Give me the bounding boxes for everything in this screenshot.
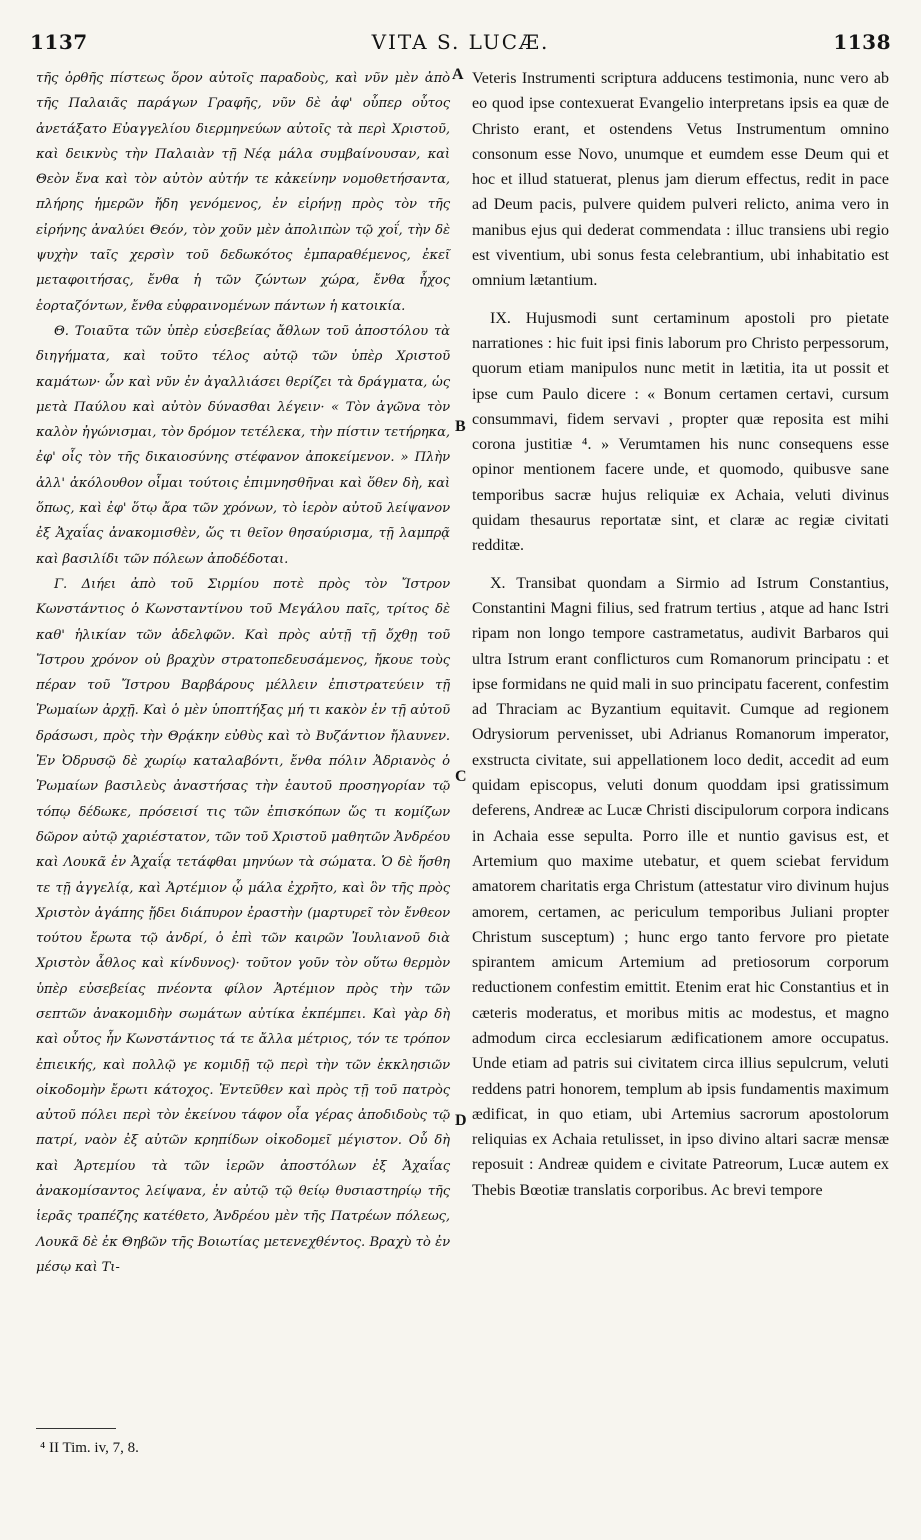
latin-paragraph-2: IX. Hujusmodi sunt certaminum apostoli pro pietate narrationes : hic fuit ipsi finis laborum pro Christo perpessorum, quorum etiam manipulos nunc metit in lætitia, ita ut possit et ipse cum Paulo dicere : « Bonum certamen certavi, cursum consummavi, fidem servavi , propter quæ reposita est mihi corona justitiæ ⁴. » Verumtamen his nunc consequens esse opinor mentionem facere unde, et quomodo, quibusve sane temporibus sacræ hujus reliquiæ ex Achaia, veluti divinus quidam thesaurus reportatæ sint, et claræ ac regiæ civitati redditæ. <box>472 309 889 555</box>
footnote: ⁴ II Tim. iv, 7, 8. <box>40 1440 139 1456</box>
page-number-left: 1137 <box>30 30 88 54</box>
running-title: VITA S. LUCÆ. <box>371 30 550 54</box>
footnote-rule <box>36 1428 116 1429</box>
page-number-right: 1138 <box>833 30 891 54</box>
latin-paragraph-3: X. Transibat quondam a Sirmio ad Istrum Constantius, Constantini Magni filius, sed fratrum tertius , atque ad hanc Istri ripam non longo tempore castrametatus, audivit Barbaros qui ultra Istrum erant conflicturos cum Romanorum principatu : et ipse formidans ne quid mali in suo principatu facerent, confestim ad Thraciam ac Byzantium equitavit. Cumque ad regionem Odrysiorum pervenisset, ubi Adrianus Romanorum imperator, exstructa civitate, sui appellationem loco dedit, accedit ad eum quidam episcopus, veluti donum quoddam ipsi gratissimum deferens, Andreæ ac Lucæ Christi discipulorum corpora indicans in Achaia esse sepulta. Porro ille et nuntio gavisus est, et Artemium quo maxime utebatur, et quem sciebat fervidum amatorem charitatis erga Christum (attestatur viro divinum hujus amorem, certamen, ac periculum temporibus Juliani propter Christum susceptum) ; hunc ergo tanto fervore pro pietate spirantem amicum Artemium ad pretiosorum corporum reductionem confestim emittit. Etenim erat hic Constantius et in cæteris moderatus, et moribus mitis ac modestus, et magno admodum circa ecclesiarum ædificationem amore occupatus. Unde etiam ad patris sui civitatem circa illius sepulcrum, veluti reddens patri honorem, templum ab ipsis fundamentis maximum ædificat, in quo etiam, ubi Artemius sacrorum apostolorum reliquias ex Achaia retulisset, in ipso divino altari sacræ mensæ reposuit : Andreæ quidem e civitate Patreorum, Lucæ autem ex Thebis Bœotiæ translatis corporibus. Ac brevi tempore <box>472 574 889 1199</box>
greek-paragraph-2: Θ. Τοιαῦτα τῶν ὑπὲρ εὐσεβείας ἄθλων τοῦ ἀποστόλου τὰ διηγήματα, καὶ τοῦτο τέλος αὐτῷ τῶν ὑπὲρ Χριστοῦ καμάτων· ὧν καὶ νῦν ἐν ἀγαλλιάσει θερίζει τὰ δράγματα, ὡς μετὰ Παύλου καὶ αὐτὸν δύνασθαι λέγειν· « Τὸν ἀγῶνα τὸν καλὸν ἠγώνισμαι, τὸν δρόμον τετέλεκα, τὴν πίστιν τετήρηκα, ἐφ' οἷς τὸν τῆς δικαιοσύνης στέφανον ἀποκείμενον. » Πλὴν ἀλλ' ἀκόλουθον οἶμαι τούτοις ἐπιμνησθῆναι καὶ ὅθεν δὴ, καὶ ὅπως, καὶ ἐφ' ὅτῳ ἄρα τῶν χρόνων, τὸ ἱερὸν αὐτοῦ λείψανον ἐξ Ἀχαΐας ἀνακομισθὲν, ὥς τι θεῖον θησαύρισμα, τῇ λαμπρᾷ καὶ βασιλίδι τῶν πόλεων ἀποδέδοται. <box>36 323 450 567</box>
latin-paragraph-1: Veteris Instrumenti scriptura adducens testimonia, nunc vero ab eo quod ipse contexuerat Evangelio interpretans ipsis ea quæ de Christo erant, et ostendens Vetus Instrumentum omnino consonum esse Novo, unumque et eumdem esse Deum qui et hoc et illud statuerat, plenus jam dierum effectus, redit in pace ad Deum pacis, pulvere quidem pulveri relicto, anima vero in manibus ejus qui dederat commendata : illuc transiens ubi regio est viventium, ubi sonus festa celebrantium, ubi inhabitatio est omnium lætantium. <box>472 70 889 290</box>
greek-paragraph-1: τῆς ὀρθῆς πίστεως ὅρον αὐτοῖς παραδοὺς, καὶ νῦν μὲν ἀπὸ τῆς Παλαιᾶς παράγων Γραφῆς, νῦν δὲ ἀφ' οὗπερ οὗτος ἀνετάξατο Εὐαγγελίου διερμηνεύων αὐτοῖς τὰ περὶ Χριστοῦ, καὶ δεικνὺς τὴν Παλαιὰν τῇ Νέᾳ μάλα συμβαίνουσαν, καὶ Θεὸν ἕνα καὶ τὸν αὐτὸν αὐτήν τε κἀκείνην νομοθετήσαντα, πλήρης ἡμερῶν ἤδη γενόμενος, ἐν εἰρήνῃ πρὸς τὸν τῆς εἰρήνης ἀναλύει Θεόν, τὸν χοῦν μὲν ἀπολιπὼν τῷ χοΐ, τὴν δὲ ψυχὴν ταῖς χερσὶν τοῦ δεδωκότος ἐμπαραθέμενος, ἐκεῖ μεταφοιτήσας, ἔνθα ἡ τῶν ζώντων χώρα, ἔνθα ἦχος ἑορταζόντων, ἔνθα εὐφραινομένων πάντων ἡ κατοικία. <box>36 71 450 314</box>
greek-column <box>36 66 450 1280</box>
margin-letter-c: C <box>455 768 467 785</box>
greek-paragraph-3: Γ. Διήει ἀπὸ τοῦ Σιρμίου ποτὲ πρὸς τὸν Ἴστρον Κωνστάντιος ὁ Κωνσταντίνου τοῦ Μεγάλου παῖς, τρίτος δὲ καθ' ἡλικίαν τῶν ἀδελφῶν. Καὶ πρὸς αὐτῇ τῇ ὄχθῃ τοῦ Ἴστρου χρόνον οὐ βραχὺν στρατοπεδευσάμενος, ἤκουε τοὺς πέραν τοῦ Ἴστρου Βαρβάρους μέλλειν ἐπιστρατεύειν τῇ Ῥωμαίων ἀρχῇ. Καὶ ὁ μὲν ὑποπτήξας μή τι κακὸν ἐν τῇ αὐτοῦ δράσωσι, πρὸς τὴν Θρᾴκην εὐθὺς καὶ τὸ Βυζάντιον ἤλαυνεν. Ἐν Ὀδρυσῷ δὲ χωρίῳ καταλαβόντι, ἔνθα πόλιν Ἀδριανὸς ὁ Ῥωμαίων βασιλεὺς ἀναστήσας τὴν ἑαυτοῦ προσηγορίαν τῷ τόπῳ δέδωκε, πρόσεισί τις τῶν ἐπισκόπων ὥς τι κομίζων δῶρον αὐτῷ χαριέστατον, τῶν τοῦ Χριστοῦ μαθητῶν Ἀνδρέου καὶ Λουκᾶ ἐν Ἀχαΐᾳ τετάφθαι μηνύων τὰ σώματα. Ὁ δὲ ἥσθη τε τῇ ἀγγελίᾳ, καὶ Ἀρτέμιον ᾧ μάλα ἐχρῆτο, καὶ ὃν τῆς πρὸς Χριστὸν ἀγάπης ᾔδει διάπυρον ἐραστὴν (μαρτυρεῖ τὸν ἔνθεον τούτου ἔρωτα τῷ ἀνδρί, ὁ ἐπὶ τῶν καιρῶν Ἰουλιανοῦ διὰ Χριστὸν ἆθλος καὶ κίνδυνος)· τοῦτον γοῦν τὸν οὕτω θερμὸν ὑπὲρ εὐσεβείας πνέοντα φίλον Ἀρτέμιον πρὸς τὴν τῶν σεπτῶν ἀνακομιδὴν σωμάτων αὐτίκα ἐκπέμπει. Καὶ γὰρ δὴ καὶ οὗτος ἦν Κωνστάντιος τά τε ἄλλα μέτριος, τόν τε τρόπον ἐπιεικής, καὶ πολλῷ γε κομιδῇ τῷ περὶ τὴν τῶν ἐκκλησιῶν οἰκοδομὴν ἔρωτι κάτοχος. Ἐντεῦθεν καὶ πρὸς τῇ τοῦ πατρὸς αὐτοῦ πόλει περὶ τὸν ἐκείνου τάφον οἷα γέρας ἀποδιδοὺς τῷ πατρί, ναὸν ἐξ αὐτῶν κρηπίδων οἰκοδομεῖ μέγιστον. Οὗ δὴ καὶ Ἀρτεμίου τὰ τῶν ἱερῶν ἀποστόλων ἐξ Ἀχαΐας ἀνακομίσαντος λείψανα, ἐν αὐτῷ τῷ θείῳ θυσιαστηρίῳ τῆς ἱερᾶς τραπέζης κατέθετο, Ἀνδρέου μὲν τῆς Πατρέων πόλεως, Λουκᾶ δὲ ἐκ Θηβῶν τῆς Βοιωτίας μετενεχθέντος. Βραχὺ τὸ ἐν μέσῳ καὶ Τι- <box>36 576 450 1275</box>
latin-column <box>472 66 889 1203</box>
margin-letter-a: A <box>452 66 464 83</box>
running-header <box>22 30 899 60</box>
margin-letter-b: B <box>455 418 466 435</box>
margin-letter-d: D <box>455 1112 467 1129</box>
